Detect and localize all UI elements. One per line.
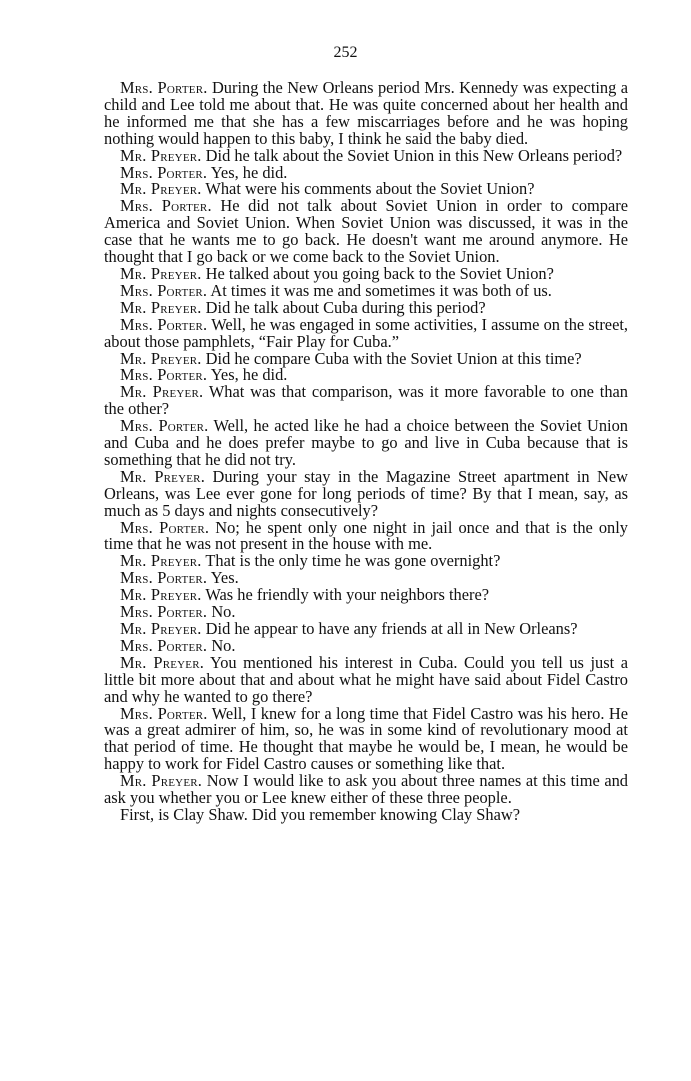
speech-text: Did he compare Cuba with the Soviet Union at this time? bbox=[201, 348, 582, 368]
speaker-name: Mr. Preyer. bbox=[120, 585, 202, 605]
speaker-name: Mrs. Porter. bbox=[120, 416, 209, 436]
transcript-paragraph bbox=[104, 384, 628, 418]
speech-text: Did he talk about Cuba during this period? bbox=[201, 297, 486, 317]
speaker-name: Mr. Preyer. bbox=[120, 263, 202, 283]
speech-text: He talked about you going back to the Soviet Union? bbox=[201, 263, 554, 283]
speech-text: Yes. bbox=[207, 568, 239, 588]
speaker-name: Mr. Preyer. bbox=[120, 179, 202, 199]
speaker-name: Mrs. Porter. bbox=[120, 365, 208, 385]
transcript-paragraph bbox=[104, 466, 629, 520]
transcript-paragraph bbox=[104, 418, 628, 469]
speech-text: First, is Clay Shaw. Did you remember knowing Clay Shaw? bbox=[120, 804, 521, 824]
speech-text: That is the only time he was gone overnight? bbox=[201, 551, 501, 571]
transcript-paragraph bbox=[104, 314, 628, 351]
speaker-name: Mr. Preyer. bbox=[120, 348, 202, 368]
speech-text: No. bbox=[207, 635, 236, 655]
transcript-paragraph bbox=[104, 517, 628, 554]
speech-text: You mentioned his interest in Cuba. Could you tell us just a little bit more about that and about what he might have said about Fidel Castro and why he wanted to go there? bbox=[104, 652, 629, 706]
speaker-name: Mr. Preyer. bbox=[120, 551, 202, 571]
speech-text: Did he appear to have any friends at all in New Orleans? bbox=[201, 619, 578, 638]
transcript-paragraph bbox=[104, 80, 628, 148]
speech-text: Yes, he did. bbox=[207, 365, 288, 385]
speech-text: What was that comparison, was it more favorable to one than the other? bbox=[104, 382, 629, 419]
speech-text: No; he spent only one night in jail once and that is the only time that he was not present in the house with me. bbox=[104, 517, 628, 554]
transcript-paragraph bbox=[104, 703, 629, 774]
speaker-name: Mr. Preyer. bbox=[120, 382, 204, 402]
speech-text: He did not talk about Soviet Union in order to compare America and Soviet Union. When Soviet Union was discussed, it was in the case that he wants me to go back. He doesn't want me around anymore. He thought that I go back or we come back to the Soviet Union. bbox=[104, 196, 629, 267]
speaker-name: Mr. Preyer. bbox=[120, 771, 203, 791]
speech-text: Now I would like to ask you about three names at this time and ask you whether you or Lee knew either of these three people. bbox=[104, 771, 628, 808]
speaker-name: Mrs. Porter. bbox=[120, 196, 212, 216]
speech-text: No. bbox=[207, 602, 236, 622]
page-number: 252 bbox=[333, 44, 358, 61]
speaker-name: Mr. Preyer. bbox=[120, 619, 202, 638]
transcript-paragraph bbox=[104, 773, 628, 807]
speaker-name: Mrs. Porter. bbox=[120, 280, 208, 300]
speech-text: Well, he acted like he had a choice between the Soviet Union and Cuba and he does prefer maybe to go and live in Cuba because that is something that he did not try. bbox=[104, 416, 629, 469]
speaker-name: Mr. Preyer. bbox=[120, 297, 202, 317]
transcript-paragraph bbox=[104, 652, 629, 706]
speech-text: During your stay in the Magazine Street apartment in New Orleans, was Lee ever gone for long periods of time? By that I mean, say, as much as 5 days and nights consecutively? bbox=[104, 466, 629, 520]
transcript-paragraph bbox=[104, 804, 628, 824]
transcript-body bbox=[104, 80, 628, 824]
speaker-name: Mrs. Porter. bbox=[120, 703, 208, 723]
speaker-name: Mr. Preyer. bbox=[120, 145, 202, 165]
speaker-name: Mr. Preyer. bbox=[120, 466, 206, 486]
speaker-name: Mrs. Porter. bbox=[120, 568, 208, 588]
speech-text: Yes, he did. bbox=[207, 162, 288, 182]
speech-text: Did he talk about the Soviet Union in this New Orleans period? bbox=[201, 145, 623, 165]
speech-text: During the New Orleans period Mrs. Kennedy was expecting a child and Lee told me about that. He was quite concerned about her health and he informed me that she has a few miscarriages before and he was hoping nothing would happen to this baby, I think he said the baby died. bbox=[104, 78, 628, 148]
speech-text: At times it was me and sometimes it was both of us. bbox=[207, 280, 552, 300]
speaker-name: Mr. Preyer. bbox=[120, 652, 205, 672]
speaker-name: Mrs. Porter. bbox=[120, 517, 210, 537]
speaker-name: Mrs. Porter. bbox=[120, 162, 208, 182]
transcript-paragraph bbox=[104, 198, 628, 266]
speaker-name: Mrs. Porter. bbox=[120, 314, 208, 334]
speech-text: Well, he was engaged in some activities, I assume on the street, about those pamphlets, “Fair Play for Cuba.” bbox=[104, 314, 628, 351]
speech-text: Well, I knew for a long time that Fidel Castro was his hero. He was a great admirer of him, so, he was in some kind of revolutionary mood at that period of time. He thought that maybe he would be, I mean, he would be happy to work for Fidel Castro causes or something like that. bbox=[104, 703, 629, 774]
speaker-name: Mrs. Porter. bbox=[120, 78, 208, 97]
speech-text: What were his comments about the Soviet Union? bbox=[201, 179, 535, 199]
speech-text: Was he friendly with your neighbors there? bbox=[201, 585, 489, 605]
speaker-name: Mrs. Porter. bbox=[120, 635, 208, 655]
speaker-name: Mrs. Porter. bbox=[120, 602, 208, 622]
